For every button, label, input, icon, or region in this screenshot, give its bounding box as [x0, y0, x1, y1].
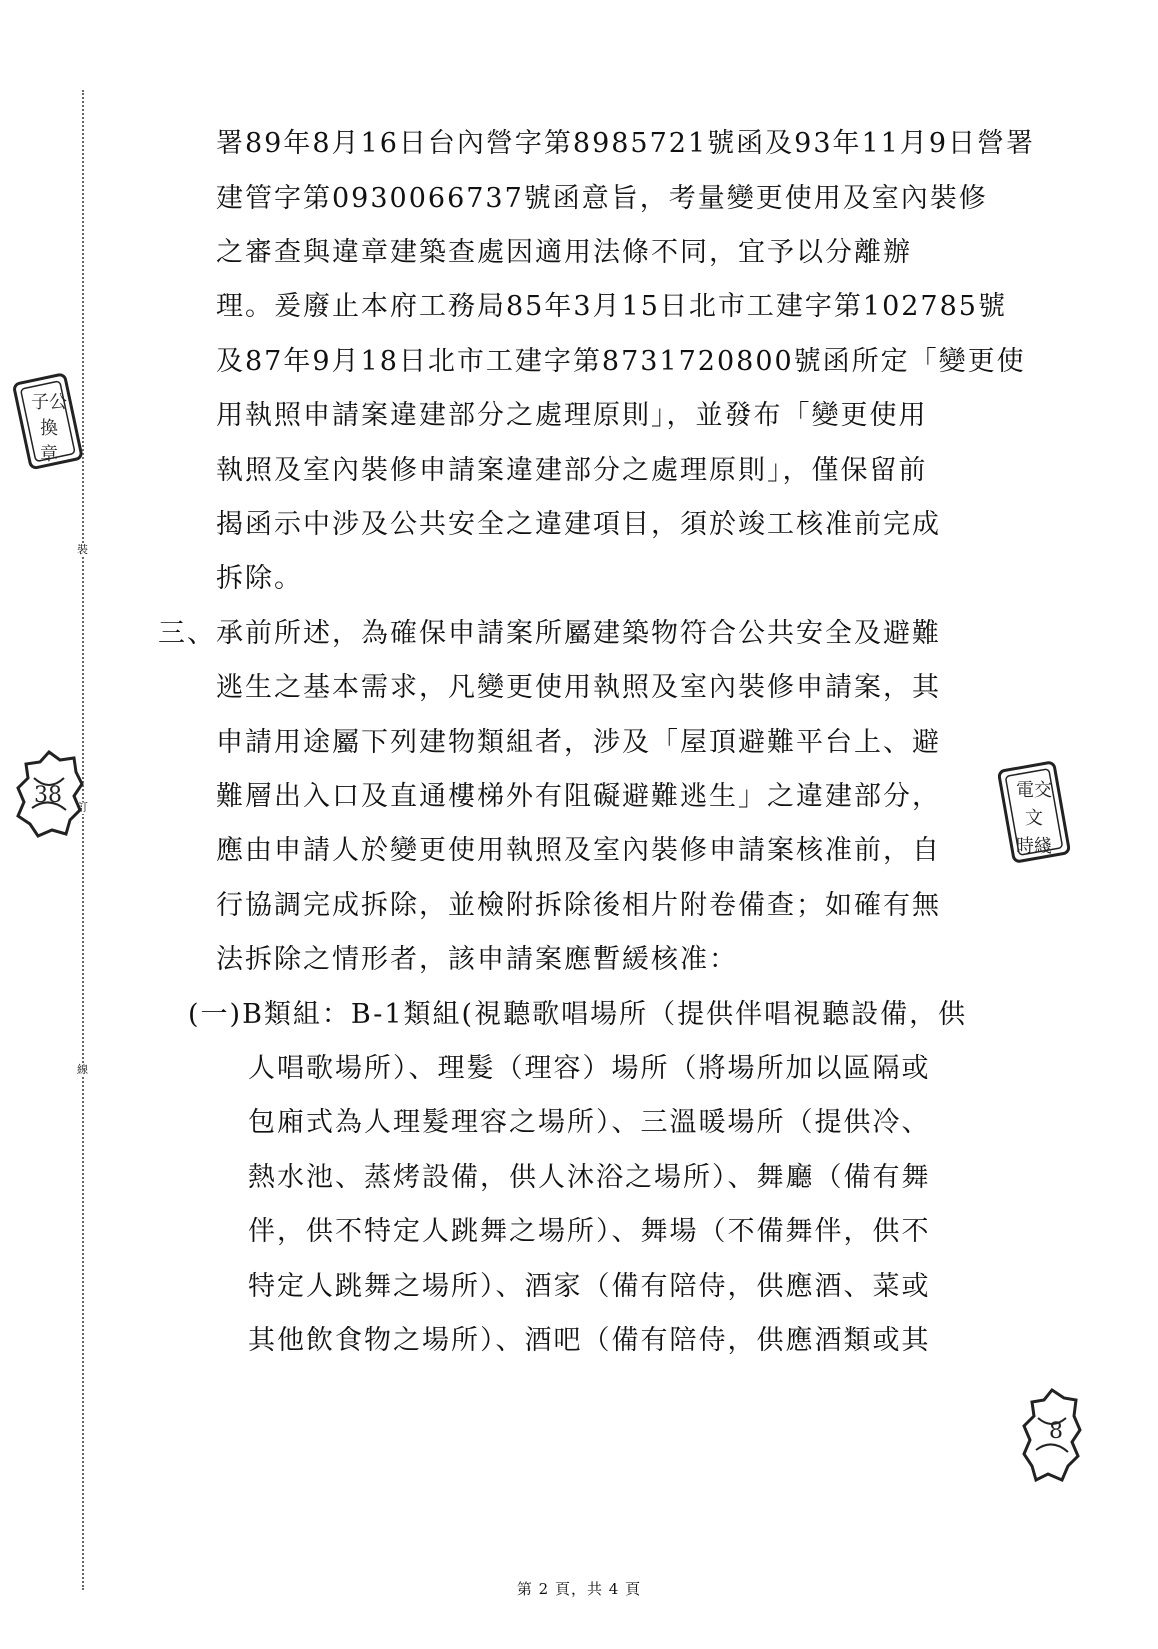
binding-dotted-line	[82, 90, 84, 1590]
binding-label-xian: 線	[77, 1063, 88, 1076]
body-line: 署89年8月16日台內營字第8985721號函及93年11月9日營署	[216, 128, 1036, 159]
binding-label-zhuang: 裝	[77, 543, 88, 556]
body-line: 伴，供不特定人跳舞之場所）、舞場（不備舞伴，供不	[248, 1216, 931, 1247]
exchange-seal-stamp-right	[998, 756, 1070, 868]
sub-item-one-heading-line: (一)B類組：B-1類組(視聽歌唱場所（提供伴唱視聽設備，供	[188, 999, 968, 1030]
body-line: 理。爰廢止本府工務局85年3月15日北市工建字第102785號	[216, 291, 1007, 322]
body-line: 法拆除之情形者，該申請案應暫緩核准：	[216, 944, 738, 975]
body-line: 行協調完成拆除，並檢附拆除後相片附卷備查；如確有無	[216, 890, 941, 921]
svg-text:文: 文	[1025, 808, 1043, 829]
page-footer: 第 2 頁，共 4 頁	[516, 1580, 642, 1598]
svg-text:時綫: 時綫	[1016, 836, 1052, 857]
svg-text:換: 換	[40, 418, 58, 439]
binding-label-ding: 訂	[77, 801, 88, 814]
body-line: 執照及室內裝修申請案違建部分之處理原則」，僅保留前	[216, 455, 928, 486]
body-line: 及87年9月18日北市工建字第8731720800號函所定「變更使	[216, 346, 1026, 377]
body-line: 申請用途屬下列建物類組者，涉及「屋頂避難平台上、避	[216, 727, 941, 758]
page-seal-number-right: 8	[1049, 1419, 1063, 1444]
body-line: 熱水池、蒸烤設備，供人沐浴之場所）、舞廳（備有舞	[248, 1162, 931, 1193]
body-line: 之審查與違章建築查處因適用法條不同，宜予以分離辦	[216, 237, 912, 268]
body-line: 包廂式為人理髮理容之場所）、三溫暖場所（提供冷、	[248, 1107, 931, 1138]
svg-text:電交: 電交	[1016, 780, 1052, 801]
exchange-seal-stamp-left	[12, 368, 86, 476]
body-line: 難層出入口及直通樓梯外有阻礙避難逃生」之違建部分，	[216, 781, 941, 812]
body-line: 建管字第0930066737號函意旨，考量變更使用及室內裝修	[216, 183, 988, 214]
body-line: 拆除。	[216, 563, 303, 594]
body-line: 揭函示中涉及公共安全之違建項目，須於竣工核准前完成	[216, 509, 941, 540]
body-line: 用執照申請案違建部分之處理原則」，並發布「變更使用	[216, 400, 928, 431]
body-line: 逃生之基本需求，凡變更使用執照及室內裝修申請案，其	[216, 672, 941, 703]
section-three-heading-line: 三、承前所述，為確保申請案所屬建築物符合公共安全及避難	[158, 618, 941, 649]
body-line: 其他飲食物之場所）、酒吧（備有陪侍，供應酒類或其	[248, 1325, 931, 1356]
page-seal-stamp-right	[1022, 1386, 1082, 1484]
page-seal-stamp-left	[14, 748, 84, 840]
body-line: 特定人跳舞之場所）、酒家（備有陪侍，供應酒、菜或	[248, 1271, 931, 1302]
body-line: 應由申請人於變更使用執照及室內裝修申請案核准前，自	[216, 835, 941, 866]
page-seal-number-left: 38	[34, 783, 62, 808]
body-line: 人唱歌場所）、理髮（理容）場所（將場所加以區隔或	[248, 1053, 931, 1084]
svg-text:子公: 子公	[31, 392, 67, 413]
svg-text:章: 章	[40, 444, 58, 465]
